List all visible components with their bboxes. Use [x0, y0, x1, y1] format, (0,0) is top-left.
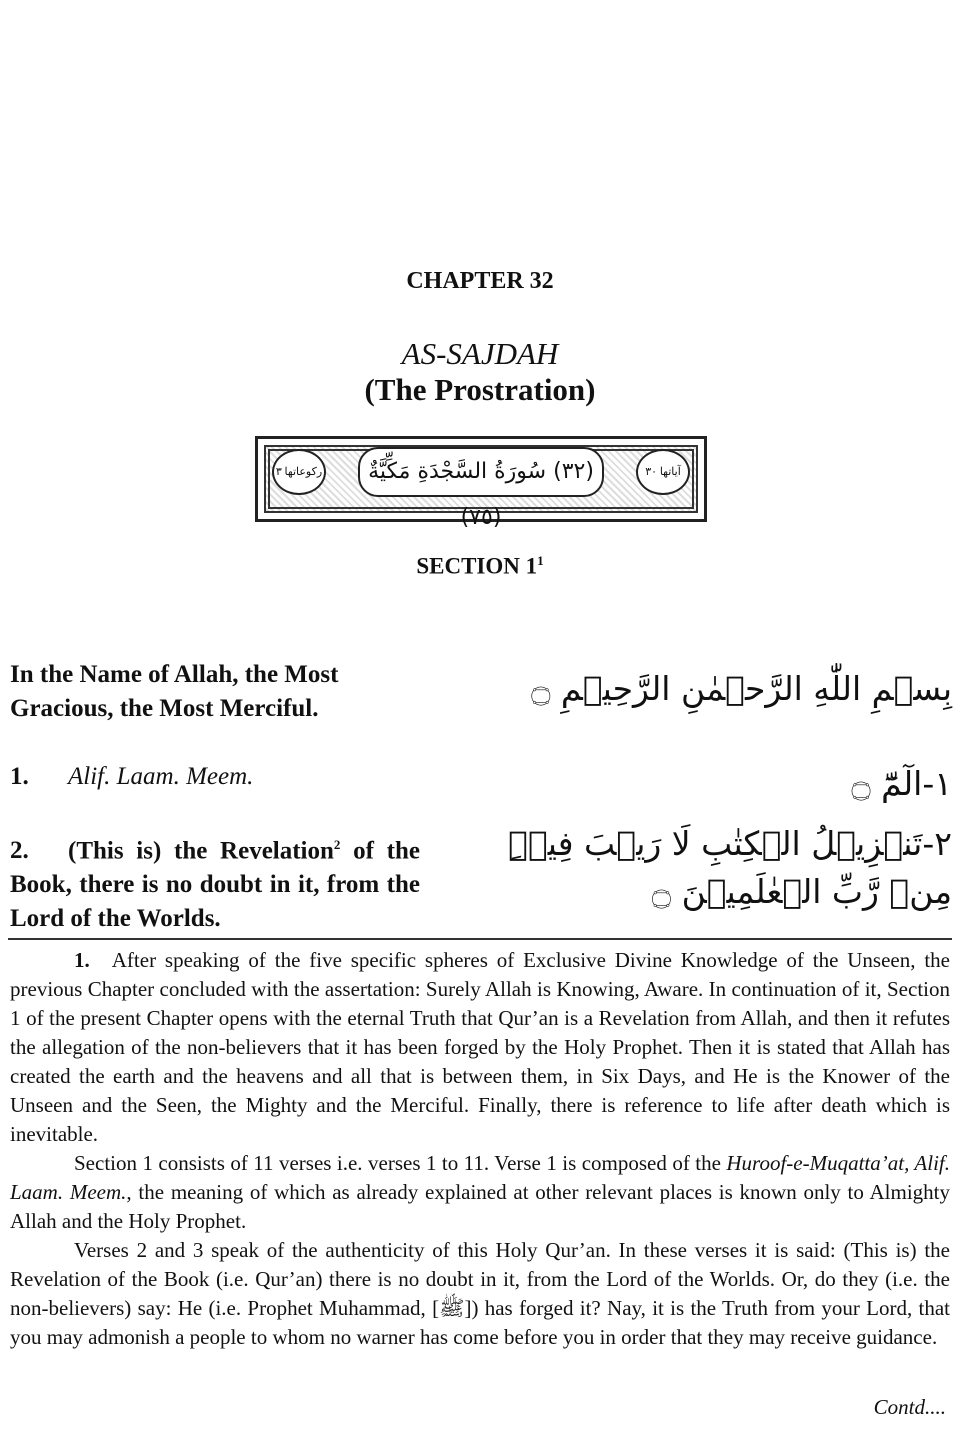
- verse-2-footnote-ref: 2: [333, 837, 341, 852]
- banner-ruku-medallion: ركوعاتها ٣: [272, 449, 326, 495]
- verse-1-arabic: ۱-الٓمّٓ ۝: [851, 764, 952, 803]
- verse-2-arabic: ۲-تَنۡزِیۡلُ الۡکِتٰبِ لَا رَیۡبَ فِیۡہِ مِنۡ رَّبِّ الۡعٰلَمِیۡنَ ۝: [508, 824, 952, 911]
- footnote-paragraph-2-text-a: Section 1 consists of 11 verses i.e. verses 1 to 11. Verse 1 is composed of the: [74, 1151, 727, 1175]
- surah-subtitle: (The Prostration): [364, 372, 596, 407]
- chapter-heading: CHAPTER 32: [406, 268, 554, 294]
- verse-2-text-a: (This is) the Revelation: [68, 837, 334, 865]
- verse-2-text-b: of the Book, there is no doubt in it, from the Lord of the Worlds.: [10, 837, 420, 933]
- footnote-divider: [8, 938, 952, 940]
- verse-1-text: Alif. Laam. Meem.: [68, 763, 254, 790]
- verse-1-number: 1.: [10, 763, 29, 790]
- verse-bismillah-english: In the Name of Allah, the Most Gracious, the Most Merciful.: [10, 661, 339, 722]
- verse-2-english: [10, 828, 420, 936]
- surah-banner: [255, 436, 707, 530]
- verse-2-number: 2.: [10, 837, 29, 865]
- banner-surah-name: (٣٢) سُورَةُ السَّجْدَةِ مَكِّيَّةٌ (٧٥): [358, 447, 604, 497]
- footnote-paragraph-2-text-b: , the meaning of which as already explained at other relevant places is known only to Almighty Allah and the Holy Prophet.: [10, 1180, 950, 1233]
- footnote-paragraph-2: [10, 1149, 950, 1236]
- verse-1-english: [10, 760, 420, 794]
- verse-bismillah-arabic: بِسۡمِ اللّٰهِ الرَّحۡمٰنِ الرَّحِیۡمِ ۝: [531, 669, 952, 708]
- footnote-paragraph-1-text: After speaking of the five specific spheres of Exclusive Divine Knowledge of the Unseen, the previous Chapter concluded with the assertation: Surely Allah is Knowing, Aware. In continuation of it, Section 1 of the present Chapter opens with the eternal Truth that Qur’an is a Revelation from Allah, and then it refutes the allegation of the non-believers that it has been forged by the Holy Prophet. Then it is stated that Allah has created the earth and the heavens and all that is between them, in Six Days, and He is the Knower of the Unseen and the Seen, the Mighty and the Merciful. Finally, there is reference to life after death which is inevitable.: [10, 948, 950, 1146]
- banner-ayat-medallion: آياتها ٣٠: [636, 449, 690, 495]
- section-footnote-ref: 1: [537, 553, 544, 568]
- surah-title: AS-SAJDAH: [401, 336, 559, 371]
- footnote-paragraph-1: [10, 946, 950, 1149]
- footnote-paragraph-2-italic: Huroof-e-Muqatta’at, Alif. Laam. Meem.: [10, 1151, 950, 1204]
- section-heading: [0, 553, 960, 580]
- footnote-paragraph-3: Verses 2 and 3 speak of the authenticity of this Holy Qur’an. In these verses it is said: (This is) the Revelation of the Book (i.e. Qur’an) there is no doubt in it, from the Lord of the Worlds. Or, do they (i.e. the non-believers) say: He (i.e. Prophet Muhammad, [ﷺ]) has forged it? Nay, it is the Truth from your Lord, that you may admonish a people to whom no warner has come before you in order that they may receive guidance.: [10, 1238, 950, 1349]
- continued-label: Contd....: [873, 1395, 946, 1419]
- section-label: SECTION 1: [416, 553, 538, 579]
- footnote-number: 1.: [74, 948, 90, 972]
- footnote: [10, 946, 950, 1352]
